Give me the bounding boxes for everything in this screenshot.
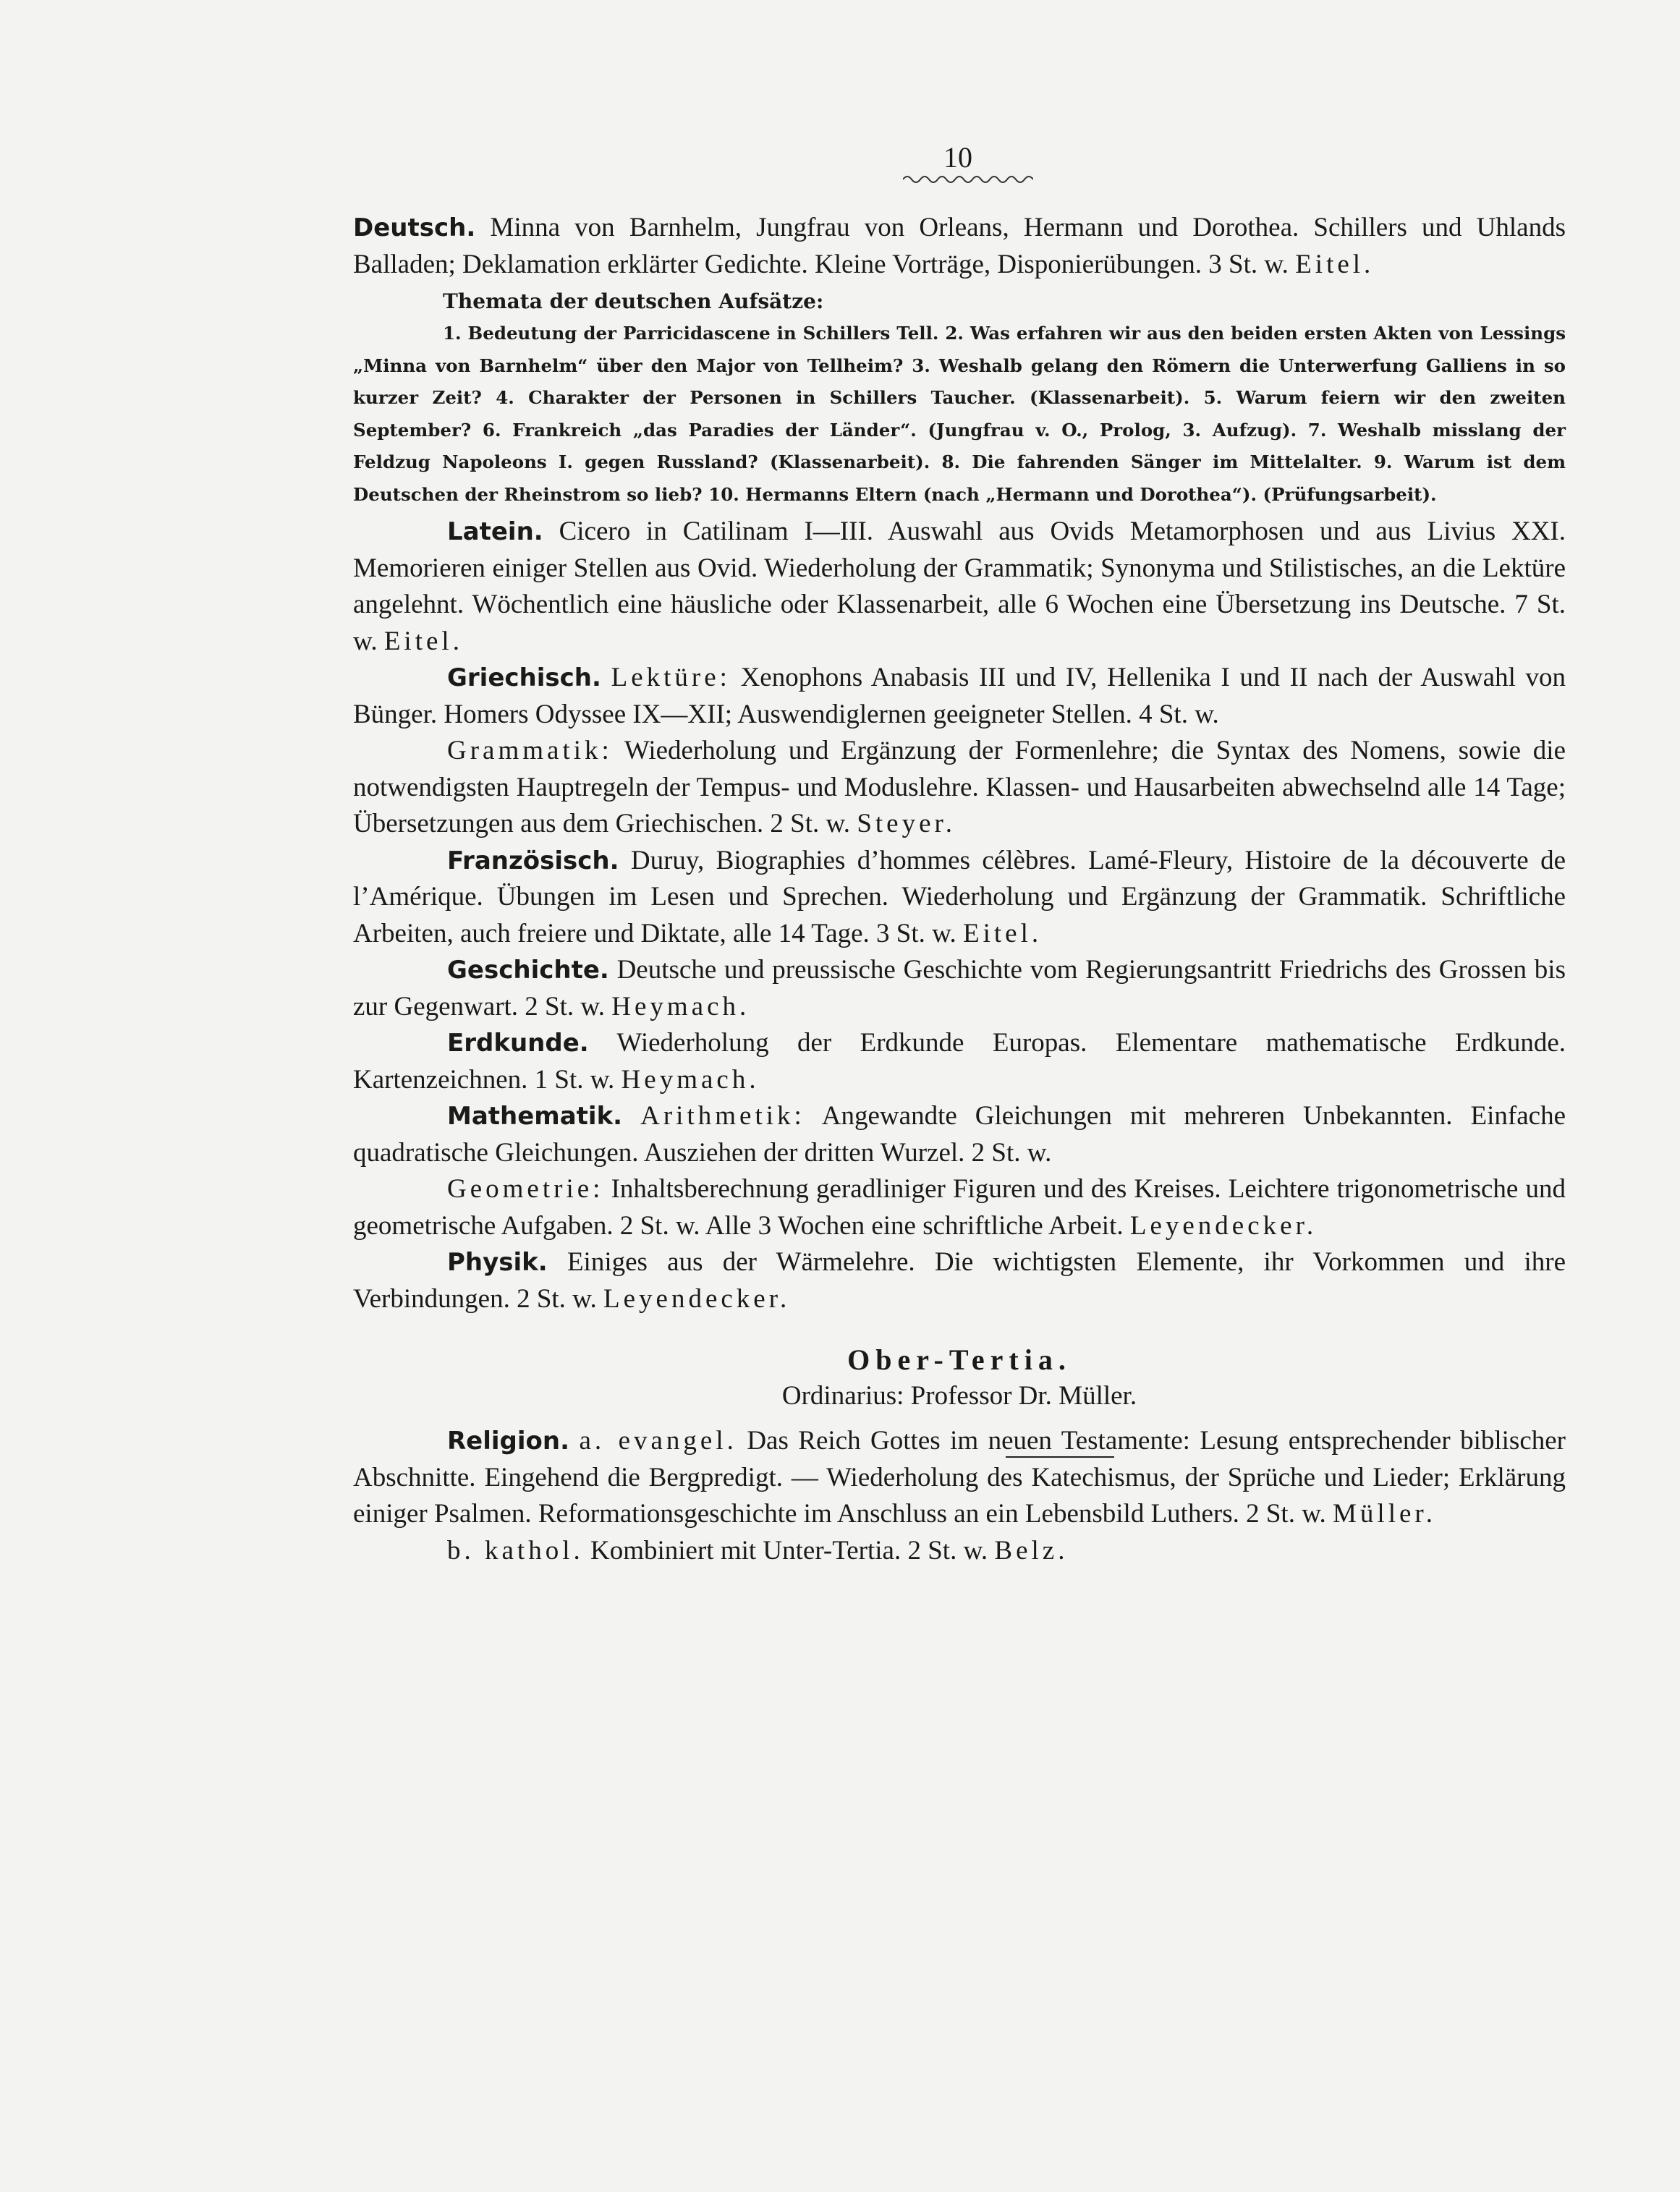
subject-griechisch: Griechisch. <box>447 663 601 692</box>
griechisch-paragraph-1 <box>353 660 1566 733</box>
franzoesisch-teacher: Eitel. <box>962 918 1043 948</box>
themata-list: 1. Bedeutung der Parricidascene in Schillers Tell. 2. Was erfahren wir aus den beiden ersten Akten von Lessings „Minna von Barnhelm“ über den Major von Tellheim? 3. Weshalb gelang den Römern die Unterwerfung Galliens in so kurzer Zeit? 4. Charakter der Personen in Schillers Taucher. (Klassenarbeit). 5. Warum feiern wir den zweiten September? 6. Frankreich „das Paradies der Länder“. (Jungfrau v. O., Prolog, 3. Aufzug). 7. Weshalb misslang der Feldzug Napoleons I. gegen Russland? (Klassenarbeit). 8. Die fahrenden Sänger im Mittelalter. 9. Warum ist dem Deutschen der Rheinstrom so lieb? 10. Hermanns Eltern (nach „Hermann und Dorothea“). (Prüfungsarbeit). <box>353 323 1566 505</box>
religion-evangel-teacher: Müller. <box>1333 1499 1436 1529</box>
section-title-ober-tertia: Ober-Tertia. <box>847 1343 1072 1376</box>
subject-physik: Physik. <box>447 1248 548 1277</box>
religion-evangel-text: Das Reich Gottes im neuen Testamente: Lesung entsprechender biblischer Abschnitte. Eingehend die Bergpredigt. — Wiederholung des Katechismus, der Sprüche und Lieder; Erklärung einiger Psalmen. Reformationsgeschichte im Anschluss an ein Lebensbild Luthers. 2 St. w. <box>353 1426 1566 1529</box>
latein-teacher: Eitel. <box>383 626 463 656</box>
divider-rule <box>1006 1456 1114 1458</box>
mathematik-paragraph-1 <box>353 1098 1566 1171</box>
mathematik-geometrie-label: Geometrie: <box>447 1174 604 1204</box>
erdkunde-teacher: Heymach. <box>621 1064 760 1095</box>
religion-kathol-teacher: Belz. <box>994 1535 1069 1566</box>
subject-erdkunde: Erdkunde. <box>447 1029 589 1058</box>
griechisch-grammatik-label: Grammatik: <box>447 736 613 765</box>
document-body <box>353 210 1566 1569</box>
latein-paragraph <box>353 514 1566 660</box>
physik-text: Einiges aus der Wärmelehre. Die wichtigsten Elemente, ihr Vorkommen und ihre Verbindungen. 2 St. w. <box>353 1247 1566 1314</box>
physik-paragraph <box>353 1244 1566 1317</box>
deutsch-teacher: Eitel. <box>1295 249 1375 279</box>
griechisch-lektuere-text: Xenophons Anabasis III und IV, Hellenika I und II nach der Auswahl von Bünger. Homers Odyssee IX—XII; Auswendiglernen geeigneter Stellen. 4 St. w. <box>353 663 1566 729</box>
religion-evangel-label: a. evangel. <box>579 1426 737 1456</box>
griechisch-paragraph-2 <box>353 733 1566 843</box>
religion-kathol-label: b. kathol. <box>447 1535 584 1566</box>
religion-kathol-paragraph <box>353 1533 1566 1570</box>
subject-latein: Latein. <box>447 517 543 546</box>
subject-mathematik: Mathematik. <box>447 1102 623 1131</box>
deutsch-text: Minna von Barnhelm, Jungfrau von Orleans, Hermann und Dorothea. Schillers und Uhlands Balladen; Deklamation erklärter Gedichte. Kleine Vorträge, Disponierübungen. 3 St. w. <box>353 213 1566 279</box>
mathematik-geometrie-text: Inhaltsberechnung geradliniger Figuren und des Kreises. Leichtere trigonometrische und geometrische Aufgaben. 2 St. w. Alle 3 Wochen eine schriftliche Arbeit. <box>353 1174 1566 1241</box>
franzoesisch-paragraph <box>353 843 1566 953</box>
mathematik-teacher: Leyendecker. <box>1129 1210 1318 1241</box>
subject-deutsch: Deutsch. <box>353 213 476 242</box>
geschichte-teacher: Heymach. <box>611 991 750 1021</box>
ordinarius-line: Ordinarius: Professor Dr. Müller. <box>781 1381 1137 1411</box>
page-number-ornament <box>903 172 1033 187</box>
physik-teacher: Leyendecker. <box>603 1283 791 1314</box>
griechisch-lektuere-label: Lektüre: <box>611 663 731 692</box>
themata-heading: Themata der deutschen Aufsätze: <box>443 289 824 313</box>
franzoesisch-text: Duruy, Biographies d’hommes célèbres. Lamé-Fleury, Histoire de la découverte de l’Amérique. Übungen im Lesen und Sprechen. Wiederholung und Ergänzung der Grammatik. Schriftliche Arbeiten, auch freiere und Diktate, alle 14 Tage. 3 St. w. <box>353 845 1566 948</box>
griechisch-teacher: Steyer. <box>857 809 956 838</box>
religion-evangel-paragraph <box>353 1423 1566 1533</box>
page-number: 10 <box>943 141 972 174</box>
subject-franzoesisch: Französisch. <box>447 846 619 875</box>
mathematik-paragraph-2 <box>353 1171 1566 1244</box>
mathematik-arithmetik-text: Angewandte Gleichungen mit mehreren Unbekannten. Einfache quadratische Gleichungen. Ausziehen der dritten Wurzel. 2 St. w. <box>353 1101 1566 1168</box>
mathematik-arithmetik-label: Arithmetik: <box>640 1101 805 1131</box>
deutsch-paragraph <box>353 210 1566 283</box>
geschichte-text: Deutsche und preussische Geschichte vom Regierungsantritt Friedrichs des Grossen bis zur Gegenwart. 2 St. w. <box>353 955 1566 1021</box>
geschichte-paragraph <box>353 952 1566 1025</box>
erdkunde-paragraph <box>353 1025 1566 1098</box>
erdkunde-text: Wiederholung der Erdkunde Europas. Elementare mathematische Erdkunde. Kartenzeichnen. 1 St. w. <box>353 1028 1566 1095</box>
religion-kathol-text: Kombiniert mit Unter-Tertia. 2 St. w. <box>583 1535 995 1566</box>
griechisch-grammatik-text: Wiederholung und Ergänzung der Formenlehre; die Syntax des Nomens, sowie die notwendigsten Hauptregeln der Tempus- und Moduslehre. Klassen- und Hausarbeiten abwechselnd alle 14 Tage; Übersetzungen aus dem Griechischen. 2 St. w. <box>353 736 1566 838</box>
subject-geschichte: Geschichte. <box>447 956 609 985</box>
latein-text: Cicero in Catilinam I—III. Auswahl aus Ovids Metamorphosen und aus Livius XXI. Memorieren einiger Stellen aus Ovid. Wiederholung der Grammatik; Synonyma und Stilistisches, an die Lektüre angelehnt. Wöchentlich eine häusliche oder Klassenarbeit, alle 6 Wochen eine Übersetzung ins Deutsche. 7 St. w. <box>353 517 1566 656</box>
subject-religion: Religion. <box>447 1427 570 1456</box>
